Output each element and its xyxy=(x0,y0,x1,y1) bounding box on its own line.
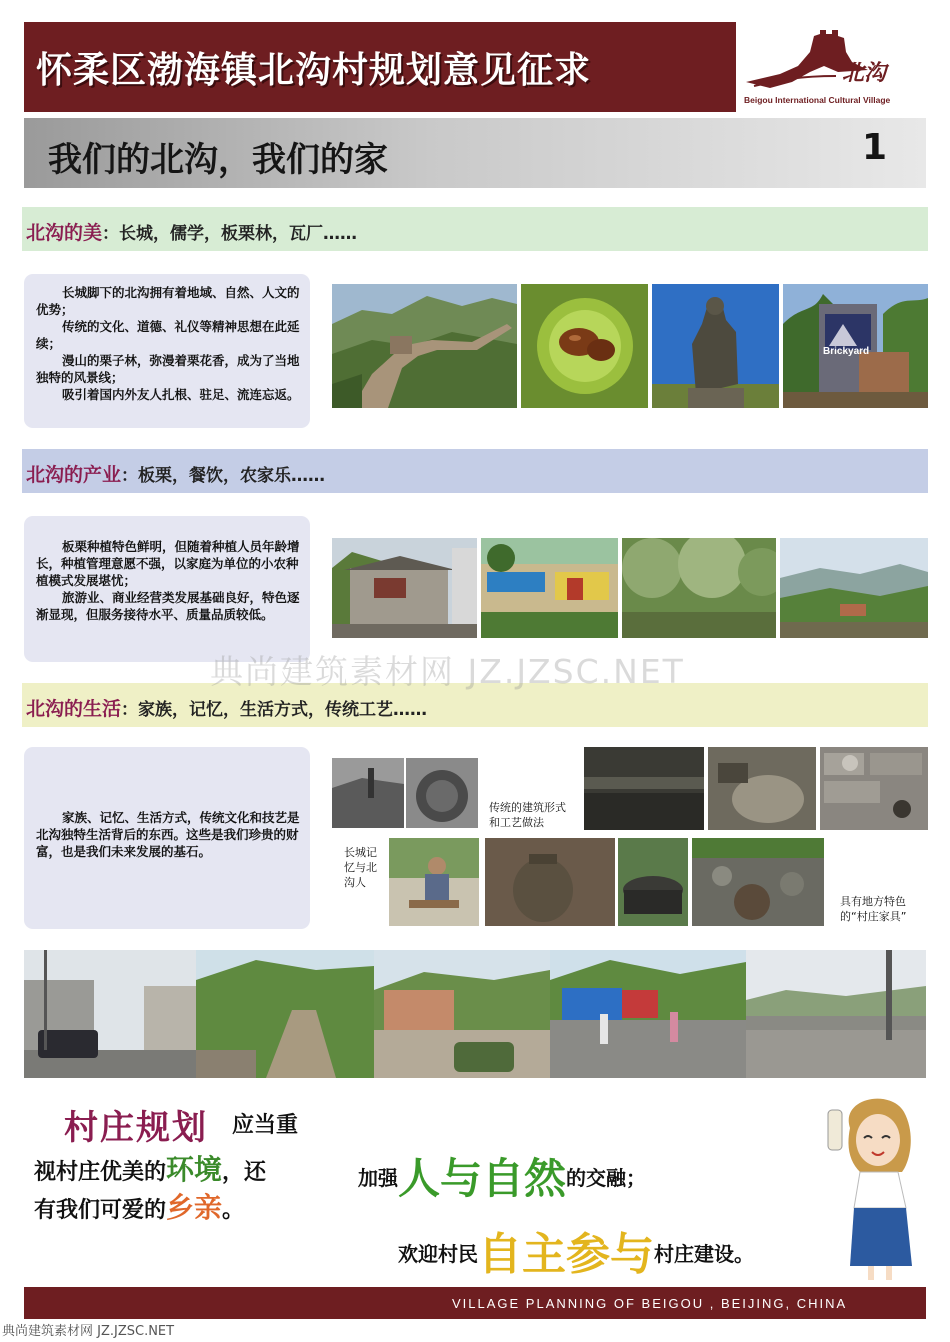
subtitle: 我们的北沟，我们的家 xyxy=(48,140,388,180)
roof-tiles-photo xyxy=(584,747,704,830)
section-keywords: ：家族，记忆，生活方式，传统工艺…… xyxy=(121,700,428,720)
chestnut-photo xyxy=(521,284,648,408)
slogan-line-3 xyxy=(34,1186,244,1226)
caption-architecture: 传统的建筑形式和工艺做法 xyxy=(489,801,566,829)
section-heading: 北沟的美 xyxy=(26,222,103,244)
slogan-text: 有我们可爱的 xyxy=(34,1198,167,1223)
slogan-text: 加强 xyxy=(358,1166,398,1190)
slogan-middle xyxy=(358,1138,647,1203)
section-heading: 北沟的产业 xyxy=(26,464,122,486)
intro-text-box xyxy=(24,274,310,428)
street-photo-2 xyxy=(196,950,374,1078)
caption-furniture: 具有地方特色的“村庄家具” xyxy=(840,895,907,923)
footer-caption: VILLAGE PLANNING OF BEIGOU , BEIJING, CHINA xyxy=(452,1296,848,1311)
stone-wall-photo xyxy=(820,747,928,830)
stone-mortar-photo xyxy=(618,838,688,926)
paragraph: 长城脚下的北沟拥有着地域、自然、人文的优势； xyxy=(36,285,300,317)
stone-terrace-photo xyxy=(692,838,824,926)
stone-mill-photo xyxy=(708,747,816,830)
section-title-industry xyxy=(26,460,325,487)
caption-memory: 长城记忆与北沟人 xyxy=(344,846,377,889)
life-text-box xyxy=(24,747,310,929)
watermark: 典尚建筑素材网 JZ.JZSC.NET xyxy=(210,652,685,691)
historic-photo-1 xyxy=(332,758,404,828)
paragraph: 板栗种植特色鲜明，但随着种植人员年龄增长，种植管理意愿不强，以家庭为单位的小农种植模式发展堪忧； xyxy=(36,539,300,588)
slogan-human-nature: 人与自然 xyxy=(398,1154,567,1203)
slogan-text: 的交融； xyxy=(566,1166,647,1190)
industry-text-box xyxy=(24,516,310,662)
slogan-village-planning: 村庄规划 xyxy=(64,1108,208,1148)
great-wall-photo xyxy=(332,284,517,408)
paragraph: 旅游业、商业经营类发展基础良好，特色逐渐显现，但服务接待水平、质量品质较低。 xyxy=(36,590,300,622)
slogan-environment: 环境 xyxy=(166,1153,223,1186)
section-heading: 北沟的生活 xyxy=(26,698,122,720)
page-title: 怀柔区渤海镇北沟村规划意见征求 xyxy=(36,50,592,91)
slogan-text: 应当重 xyxy=(232,1113,299,1138)
brickyard-photo xyxy=(783,284,928,408)
chestnut-orchard-photo xyxy=(622,538,776,638)
elderly-villager-photo xyxy=(389,838,479,926)
slogan-text: ，还 xyxy=(222,1160,267,1185)
slogan-villagers: 乡亲 xyxy=(166,1191,223,1224)
paragraph: 传统的文化、道德、礼仪等精神思想在此延续； xyxy=(36,319,300,351)
brickyard-sign: Brickyard xyxy=(823,346,870,357)
clay-jar-photo xyxy=(485,838,615,926)
bottom-watermark: 典尚建筑素材网 JZ.JZSC.NET xyxy=(2,1324,175,1339)
street-photo-1 xyxy=(24,950,196,1078)
paragraph: 家族、记忆、生活方式，传统文化和技艺是北沟独特生活背后的东西。这些是我们珍贵的财富，也是我们未来发展的基石。 xyxy=(36,810,300,859)
paragraph: 吸引着国内外友人扎根、驻足、流连忘返。 xyxy=(62,387,300,402)
historic-photo-2 xyxy=(406,758,478,828)
valley-view-photo xyxy=(780,538,928,638)
confucius-statue-photo xyxy=(652,284,779,408)
page-number: 1 xyxy=(862,127,888,168)
slogan-right xyxy=(398,1210,754,1280)
section-title-life xyxy=(26,694,427,721)
slogan-self-participation: 自主参与 xyxy=(478,1229,654,1280)
slogan-text: 视村庄优美的 xyxy=(34,1160,167,1185)
slogan-text: 欢迎村民 xyxy=(398,1242,478,1266)
slogan-text: 村庄建设。 xyxy=(654,1242,754,1266)
village-courtyard-photo xyxy=(332,538,477,638)
logo-text: 北沟 xyxy=(842,60,887,86)
paragraph: 漫山的栗子林，弥漫着栗花香，成为了当地独特的风景线； xyxy=(36,353,300,385)
slogan-text: 。 xyxy=(222,1198,245,1223)
slogan-line-2 xyxy=(34,1148,266,1188)
section-keywords: ：长城，儒学，板栗林，瓦厂…… xyxy=(102,224,358,244)
square-dancing-photo xyxy=(550,950,746,1078)
basketball-court-photo xyxy=(746,950,926,1078)
cartoon-girl-illustration xyxy=(820,1088,930,1284)
street-photo-3 xyxy=(374,950,550,1078)
restaurant-photo xyxy=(481,538,618,638)
section-keywords: ：板栗，餐饮，农家乐…… xyxy=(121,466,326,486)
section-title-beauty xyxy=(26,218,357,245)
logo-subtext: Beigou International Cultural Village xyxy=(744,95,891,105)
